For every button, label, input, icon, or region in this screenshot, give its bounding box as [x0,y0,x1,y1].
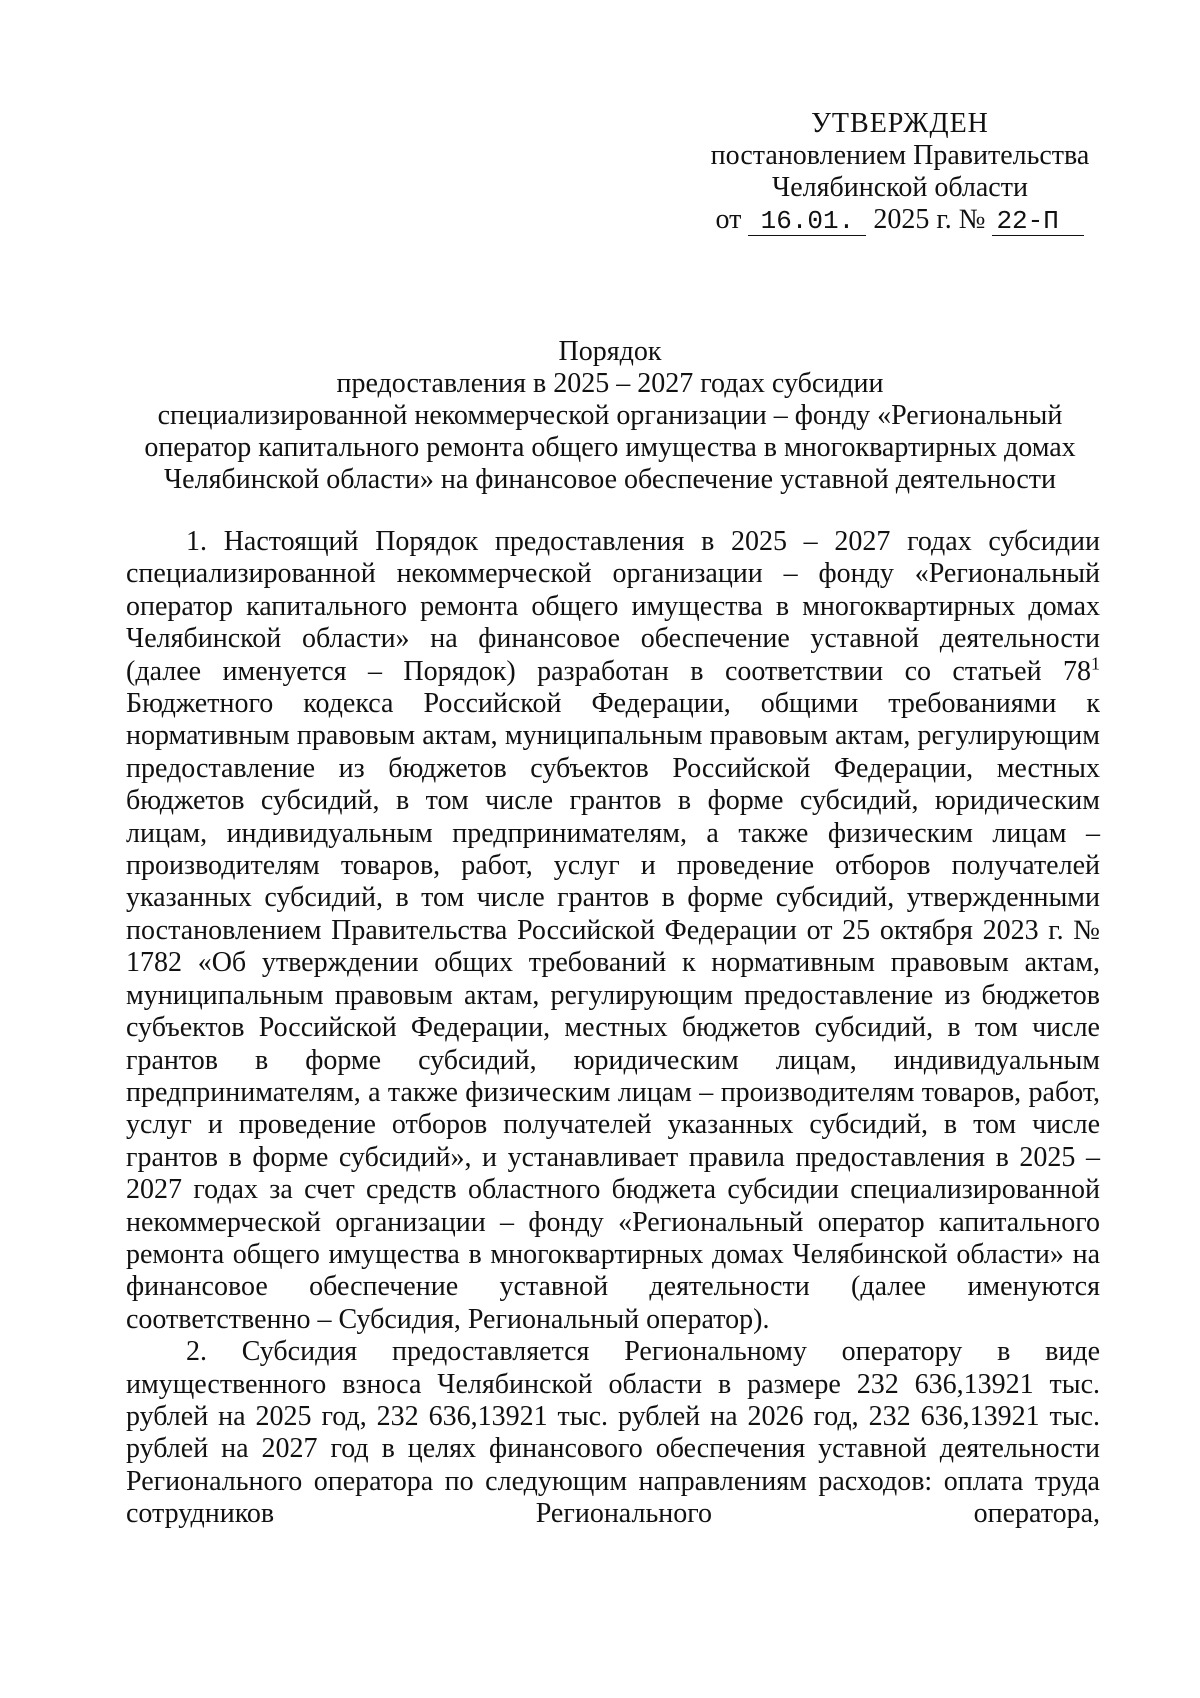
approval-date-prefix: от [715,204,742,235]
approval-date-value: 16.01. [748,207,866,236]
document-heading [120,336,1100,496]
approval-year-label: 2025 г. № [873,204,986,235]
approval-line-region: Челябинской области [772,172,1028,203]
approval-title: УТВЕРЖДЕН [811,108,989,139]
heading-line-1: Порядок [558,336,662,367]
paragraph-1 [126,526,1100,1336]
approval-number-value: 22-П [992,207,1084,236]
article-superscript: 1 [1091,653,1100,674]
heading-line-2: предоставления в 2025 – 2027 годах субсидии [336,368,884,399]
approval-stamp-block [700,108,1100,236]
paragraph-2: 2. Субсидия предоставляется Региональному оператору в виде имущественного взноса Челябинской области в размере 232 636,13921 тыс. рублей на 2025 год, 232 636,13921 тыс. рублей на 2026 год, 232 636,13921 тыс. рублей на 2027 год в целях финансового обеспечения уставной деятельности Регионального оператора по следующим направлениям расходов: оплата труда сотрудников Регионального оператора, [126,1336,1100,1530]
heading-line-5: Челябинской области» на финансовое обеспечение уставной деятельности [163,464,1056,495]
paragraph-1-text-b: Бюджетного кодекса Российской Федерации, общими требованиями к нормативным правовым актам, муниципальным правовым актам, регулирующим предоставление из бюджетов субъектов Российской Федерации, местных бюджетов субсидий, в том числе грантов в форме субсидий, юридическим лицам, индивидуальным предпринимателям, а также физическим лицам – производителям товаров, работ, услуг и проведение отборов получателей указанных субсидий, в том числе грантов в форме субсидий, утвержденными постановлением Правительства Российской Федерации от 25 октября 2023 г. № 1782 «Об утверждении общих требований к нормативным правовым актам, муниципальным правовым актам, регулирующим предоставление из бюджетов субъектов Российской Федерации, местных бюджетов субсидий, в том числе грантов в форме субсидий, юридическим лицам, индивидуальным предпринимателям, а также физическим лицам – производителям товаров, работ, услуг и проведение отборов получателей указанных субсидий, в том числе грантов в форме субсидий», и устанавливает правила предоставления в 2025 – 2027 годах за счет средств областного бюджета субсидии специализированной некоммерческой организации – фонду «Региональный оператор капитального ремонта общего имущества в многоквартирных домах Челябинской области» на финансовое обеспечение уставной деятельности (далее именуются соответственно – Субсидия, Региональный оператор). [126,688,1100,1335]
document-body [126,526,1100,1531]
approval-line-resolution: постановлением Правительства [710,140,1090,171]
paragraph-1-text-a: 1. Настоящий Порядок предоставления в 2025 – 2027 годах субсидии специализированной некоммерческой организации – фонду «Региональный оператор капитального ремонта общего имущества в многоквартирных домах Челябинской области» на финансовое обеспечение уставной деятельности (далее именуется – Порядок) разработан в соответствии со статьей 78 [126,526,1100,687]
heading-line-4: оператор капитального ремонта общего имущества в многоквартирных домах [144,432,1076,463]
approval-date-line [700,204,1100,236]
heading-line-3: специализированной некоммерческой организации – фонду «Региональный [157,400,1063,431]
